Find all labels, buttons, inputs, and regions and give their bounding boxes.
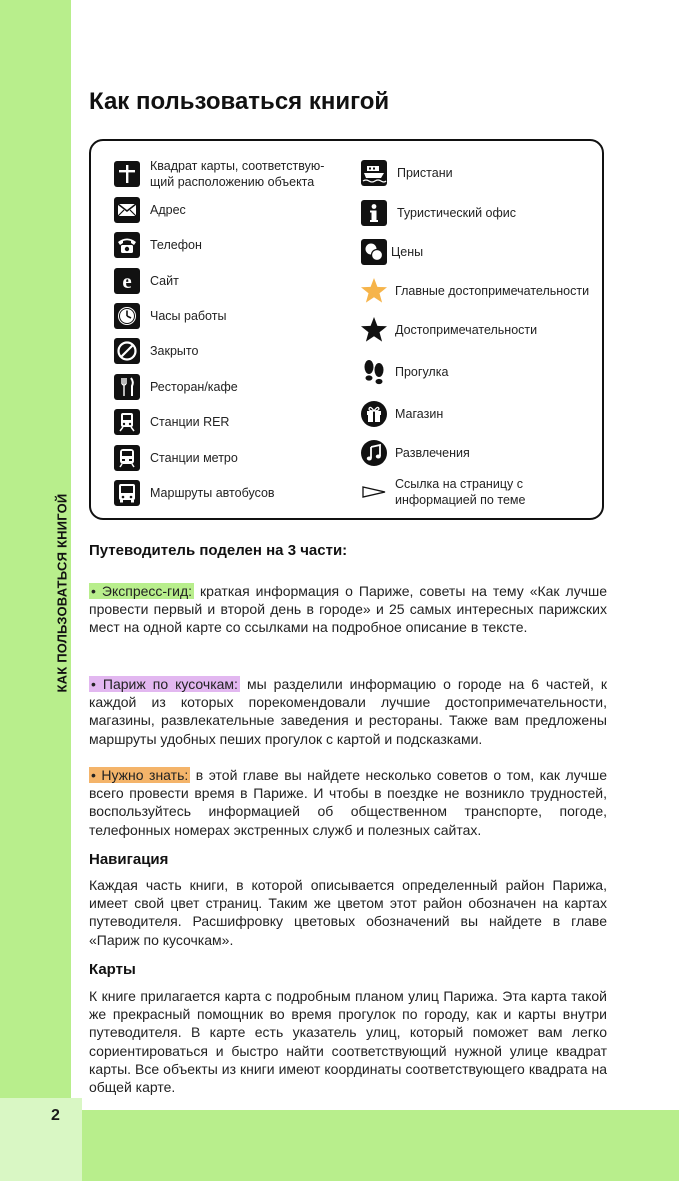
part-pieces bbox=[89, 675, 607, 748]
legend-item: Квадрат карты, соответствую-щий расположению объекта bbox=[113, 158, 340, 190]
legend-item: Достопримечательности bbox=[360, 316, 537, 344]
legend-item: Ссылка на страницу с информацией по теме bbox=[360, 476, 555, 508]
maps-heading: Карты bbox=[89, 961, 136, 978]
fork-knife-icon bbox=[113, 373, 141, 401]
legend-item: Пристани bbox=[360, 159, 453, 187]
part-text: в этой главе вы найдете несколько советов о том, как лучше всего провести время в Париже. И чтобы в поездке не возникло трудностей, воспользуйтесь информацией об общественном транспорте, погоде, телефонных номерах экстренных служб и полезных сайтах. bbox=[89, 767, 607, 838]
info-icon bbox=[360, 199, 388, 227]
bus-icon bbox=[113, 479, 141, 507]
legend-item: Часы работы bbox=[113, 302, 226, 330]
legend-item: Станции метро bbox=[113, 444, 238, 472]
navigation-heading: Навигация bbox=[89, 851, 169, 868]
star-black-icon bbox=[360, 316, 388, 344]
part-text: краткая информация о Париже, советы на тему «Как лучше провести первый и второй день в городе» и 25 самых интересных парижских мест на одной карте со ссылками на подробное описание в тексте. bbox=[89, 583, 608, 636]
legend-item: Туристический офис bbox=[360, 199, 516, 227]
part-express bbox=[89, 582, 607, 637]
cross-square-icon bbox=[113, 160, 141, 188]
star-orange-icon bbox=[360, 277, 388, 305]
legend-item: Адрес bbox=[113, 196, 186, 224]
e-icon bbox=[113, 267, 141, 295]
legend-item: Главные достопримечательности bbox=[360, 277, 589, 305]
legend-item: Закрыто bbox=[113, 337, 198, 365]
legend-item: Цены bbox=[360, 238, 423, 266]
part-need-to-know bbox=[89, 766, 607, 839]
arrow-outline-icon bbox=[360, 478, 388, 506]
vertical-section-label: КАК ПОЛЬЗОВАТЬСЯ КНИГОЙ bbox=[54, 493, 70, 693]
legend-item: e Сайт bbox=[113, 267, 179, 295]
icon-legend bbox=[89, 139, 604, 520]
part-label: • Нужно знать: bbox=[91, 767, 189, 783]
legend-item: Ресторан/кафе bbox=[113, 373, 238, 401]
svg-text:e: e bbox=[122, 269, 132, 293]
navigation-text: Каждая часть книги, в которой описывается определенный район Парижа, имеет свой цвет страниц. Таким же цветом этот район обозначен на картах путеводителя. Расшифровку цветовых обозначений вы найдете в главе «Париж по кусочкам». bbox=[89, 877, 607, 948]
part-label: • Париж по кусочкам: bbox=[91, 676, 238, 692]
rer-train-icon bbox=[113, 408, 141, 436]
maps-text: К книге прилагается карта с подробным планом улиц Парижа. Эта карта такой же прекрасный помощник во время прогулок по городу, как и карты внутри путеводителя. В карте есть указатель улиц, который поможет вам легко сориентироваться и быстро найти соответствующий нужной улице квадрат карты. Все объекты из книги имеют координаты соответствующего квадрата на общей карте. bbox=[89, 988, 607, 1096]
music-icon bbox=[360, 439, 388, 467]
legend-item: Развлечения bbox=[360, 439, 470, 467]
envelope-icon bbox=[113, 196, 141, 224]
parts-heading: Путеводитель поделен на 3 части: bbox=[89, 542, 348, 559]
legend-item: Магазин bbox=[360, 400, 443, 428]
closed-icon bbox=[113, 337, 141, 365]
gift-icon bbox=[360, 400, 388, 428]
page-number: 2 bbox=[51, 1107, 60, 1124]
page-number-box bbox=[0, 1098, 82, 1181]
metro-train-icon bbox=[113, 444, 141, 472]
part-text: мы разделили информацию о городе на 6 частей, к каждой из которых порекомендовали лучшие достопримечательности, магазины, развлекательные заведения и рестораны. Также вам предложены маршруты удобных пеших прогулок с картой и подсказками. bbox=[89, 676, 608, 747]
legend-item: Телефон bbox=[113, 231, 202, 259]
bottom-color-band bbox=[82, 1110, 679, 1181]
page-title: Как пользоваться книгой bbox=[89, 88, 390, 115]
legend-item: Прогулка bbox=[360, 358, 448, 386]
footprints-icon bbox=[360, 358, 388, 386]
coins-icon bbox=[360, 238, 388, 266]
part-label: • Экспресс-гид: bbox=[91, 583, 193, 599]
telephone-icon bbox=[113, 231, 141, 259]
clock-icon bbox=[113, 302, 141, 330]
legend-item: Маршруты автобусов bbox=[113, 479, 275, 507]
boat-icon bbox=[360, 159, 388, 187]
legend-item: Станции RER bbox=[113, 408, 229, 436]
